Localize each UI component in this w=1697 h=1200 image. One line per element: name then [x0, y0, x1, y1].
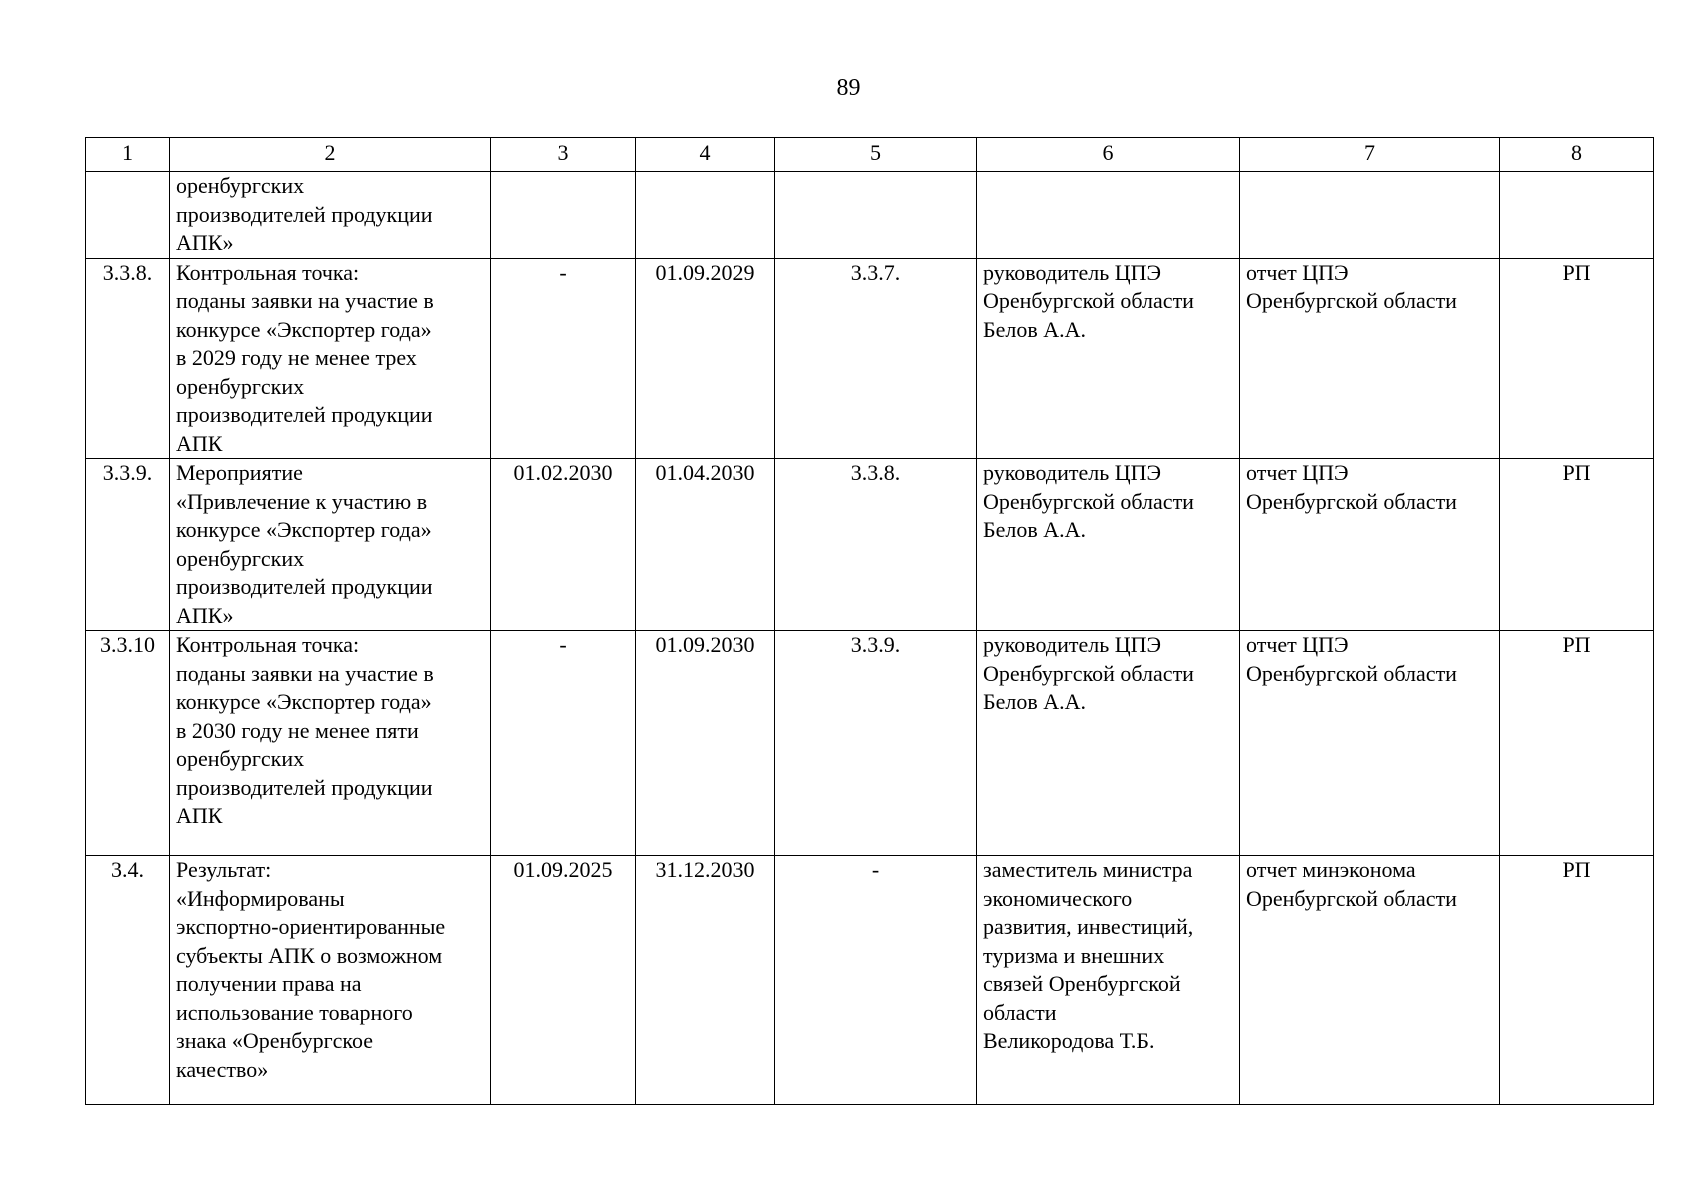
row-start-date-cell: 01.09.2025	[491, 856, 636, 1105]
row-level-cell	[1500, 172, 1654, 259]
row-responsible-cell	[977, 172, 1240, 259]
row-level-cell: РП	[1500, 856, 1654, 1105]
row-start-date-cell	[491, 172, 636, 259]
row-end-date-cell: 31.12.2030	[636, 856, 775, 1105]
row-document-cell: отчет ЦПЭ Оренбургской области	[1240, 631, 1500, 856]
row-responsible-cell: руководитель ЦПЭ Оренбургской области Белов А.А.	[977, 631, 1240, 856]
row-document-cell: отчет ЦПЭ Оренбургской области	[1240, 258, 1500, 459]
row-document-cell	[1240, 172, 1500, 259]
row-number-cell: 3.4.	[86, 856, 170, 1105]
row-end-date-cell: 01.09.2030	[636, 631, 775, 856]
row-responsible-cell: руководитель ЦПЭ Оренбургской области Белов А.А.	[977, 459, 1240, 631]
row-level-cell: РП	[1500, 631, 1654, 856]
table-row	[86, 631, 1654, 856]
row-document-cell: отчет ЦПЭ Оренбургской области	[1240, 459, 1500, 631]
table-row	[86, 856, 1654, 1105]
table-row	[86, 172, 1654, 259]
table-row	[86, 459, 1654, 631]
row-number-cell: 3.3.9.	[86, 459, 170, 631]
row-start-date-cell: -	[491, 631, 636, 856]
row-predecessor-cell: -	[775, 856, 977, 1105]
row-start-date-cell: -	[491, 258, 636, 459]
column-header-5: 5	[775, 138, 977, 172]
column-header-3: 3	[491, 138, 636, 172]
row-document-cell: отчет минэконома Оренбургской области	[1240, 856, 1500, 1105]
row-predecessor-cell	[775, 172, 977, 259]
row-name-cell: Контрольная точка: поданы заявки на участие в конкурсе «Экспортер года» в 2030 году не менее пяти оренбургских производителей продукции АПК	[170, 631, 491, 856]
row-end-date-cell: 01.04.2030	[636, 459, 775, 631]
row-number-cell: 3.3.8.	[86, 258, 170, 459]
row-number-cell: 3.3.10	[86, 631, 170, 856]
row-name-cell: Контрольная точка: поданы заявки на участие в конкурсе «Экспортер года» в 2029 году не менее трех оренбургских производителей продукции АПК	[170, 258, 491, 459]
row-end-date-cell	[636, 172, 775, 259]
row-number-cell	[86, 172, 170, 259]
column-header-8: 8	[1500, 138, 1654, 172]
row-responsible-cell: заместитель министра экономического развития, инвестиций, туризма и внешних связей Оренбургской области Великородова Т.Б.	[977, 856, 1240, 1105]
row-name-cell: Мероприятие «Привлечение к участию в конкурсе «Экспортер года» оренбургских производителей продукции АПК»	[170, 459, 491, 631]
row-responsible-cell: руководитель ЦПЭ Оренбургской области Белов А.А.	[977, 258, 1240, 459]
column-header-4: 4	[636, 138, 775, 172]
column-header-1: 1	[86, 138, 170, 172]
row-name-cell: Результат: «Информированы экспортно-ориентированные субъекты АПК о возможном получении права на использование товарного знака «Оренбургское качество»	[170, 856, 491, 1105]
header-row	[86, 138, 1654, 172]
column-header-6: 6	[977, 138, 1240, 172]
row-predecessor-cell: 3.3.7.	[775, 258, 977, 459]
row-start-date-cell: 01.02.2030	[491, 459, 636, 631]
column-header-7: 7	[1240, 138, 1500, 172]
page-number: 89	[836, 75, 861, 101]
row-name-cell: оренбургских производителей продукции АПК»	[170, 172, 491, 259]
row-level-cell: РП	[1500, 459, 1654, 631]
row-predecessor-cell: 3.3.9.	[775, 631, 977, 856]
column-header-2: 2	[170, 138, 491, 172]
row-end-date-cell: 01.09.2029	[636, 258, 775, 459]
plan-table	[85, 137, 1654, 1105]
table-row	[86, 258, 1654, 459]
row-level-cell: РП	[1500, 258, 1654, 459]
row-predecessor-cell: 3.3.8.	[775, 459, 977, 631]
